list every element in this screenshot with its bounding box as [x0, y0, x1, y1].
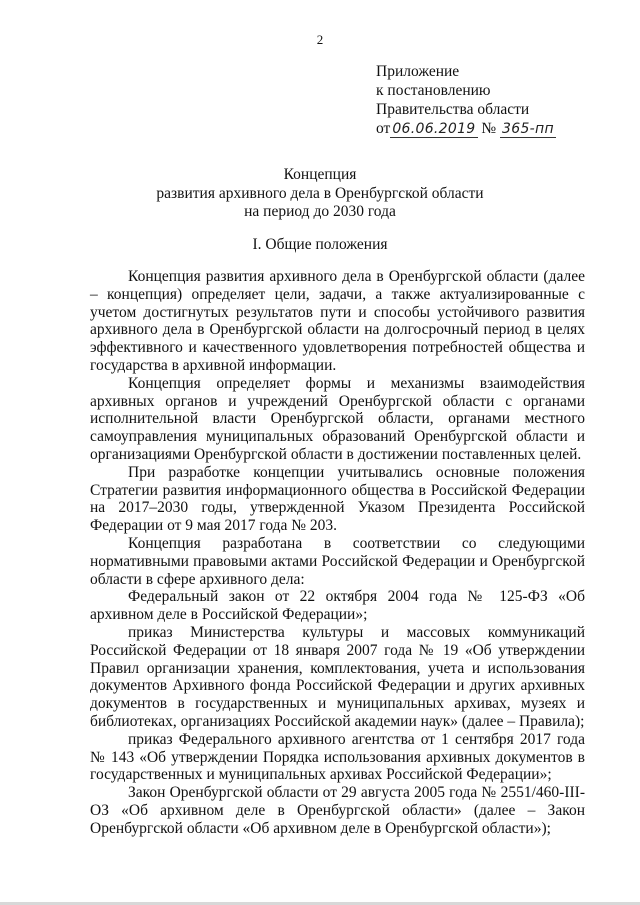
handwritten-number: 365-пп [502, 121, 554, 137]
date-prefix: от [376, 120, 391, 137]
title-line-2: развития архивного дела в Оренбургской области [156, 184, 484, 202]
paragraph: приказ Федерального архивного агентства от 1 сентября 2017 года № 143 «Об утверждении Порядка использования архивных документов в государственных и муниципальных архивах Российской Федерации»; [90, 730, 585, 784]
paragraph: Федеральный закон от 22 октября 2004 года № 125-ФЗ «Об архивном деле в Российской Федерации»; [90, 588, 585, 624]
appendix-government-line: Правительства области [376, 101, 530, 118]
paragraph: Концепция развития архивного дела в Оренбургской области (далее – концепция) определяет цели, задачи, а также актуализированные с учетом достигнутых результатов пути и способы устойчивого развития архивного дела в Оренбургской области на долгосрочный период в целях эффективного и качественного удовлетворения потребностей общества и государства в архивной информации. [90, 268, 585, 374]
page-number: 2 [316, 32, 324, 47]
paragraph: Закон Оренбургской области от 29 августа 2005 года № 2551/460-III-ОЗ «Об архивном деле в Оренбургской области» (далее – Закон Оренбургской области «Об архивном деле в Оренбургской области»); [90, 784, 585, 837]
section-heading: I. Общие положения [252, 236, 388, 253]
document-title [0, 166, 640, 222]
paragraph: приказ Министерства культуры и массовых коммуникаций Российской Федерации от 18 января 2007 года № 19 «Об утверждении Правил организации хранения, комплектования, учета и использования документов Архивного фонда Российской Федерации и других архивных документов в государственных и муниципальных архивах, музеях и библиотеках, организациях Российской академии наук» (далее – Правила); [90, 623, 585, 730]
appendix-title: Приложение [376, 63, 460, 80]
appendix-date-line [376, 119, 556, 139]
appendix-resolution-line: к постановлению [376, 82, 491, 99]
title-line-3: на период до 2030 года [244, 203, 396, 220]
appendix-block [376, 62, 556, 139]
body-text [90, 268, 585, 838]
paragraph: Концепция разработана в соответствии со следующими нормативными правовыми актами Российской Федерации и Оренбургской области в сфере архивного дела: [90, 534, 585, 588]
paragraph: Концепция определяет формы и механизмы взаимодействия архивных органов и учреждений Оренбургской области с органами исполнительной власти Оренбургской области, органами местного самоуправления муниципальных образований Оренбургской области и организациями Оренбургской области в достижении поставленных целей. [90, 374, 585, 463]
number-sign: № [481, 120, 497, 137]
handwritten-date: 06.06.2019 [392, 121, 476, 137]
title-line-1: Концепция [283, 166, 357, 183]
paragraph: При разработке концепции учитывались основные положения Стратегии развития информационного общества в Российской Федерации на 2017–2030 годы, утвержденной Указом Президента Российской Федерации от 9 мая 2017 года № 203. [90, 463, 585, 535]
